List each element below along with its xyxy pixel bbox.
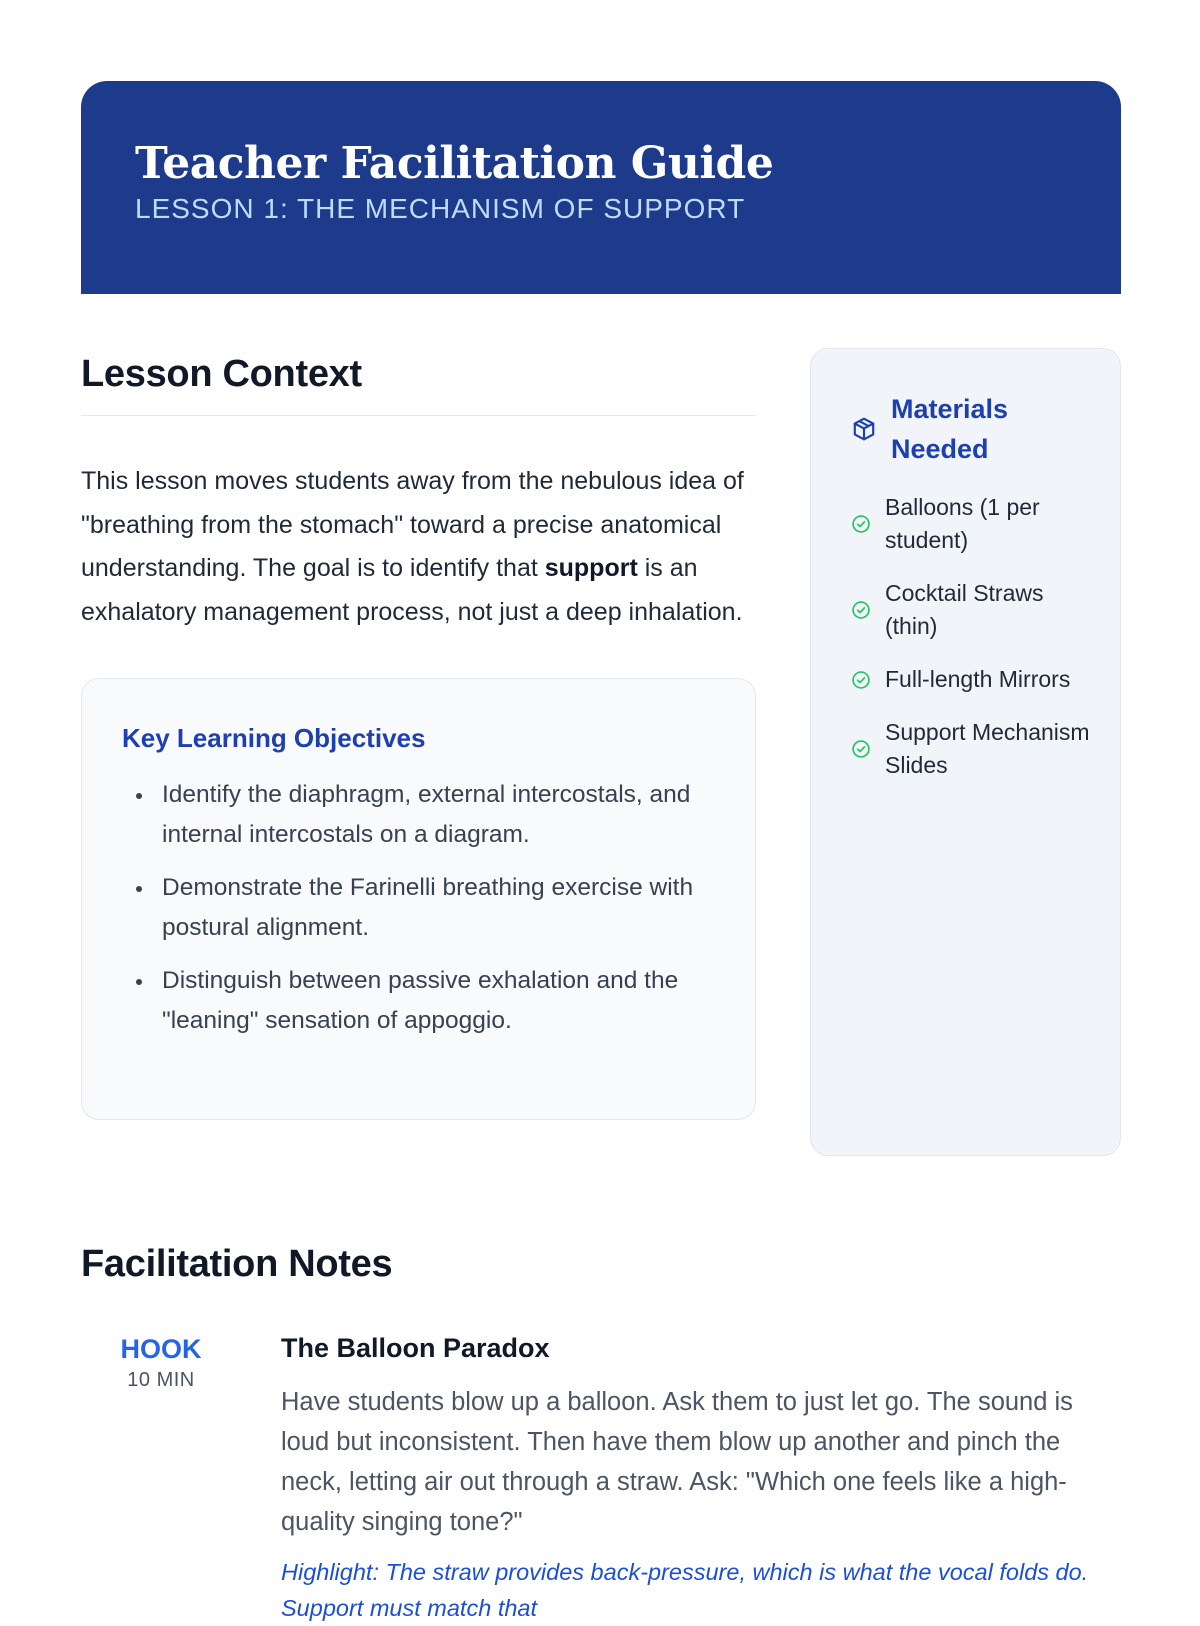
material-label: Support Mechanism Slides: [885, 719, 1090, 778]
material-label: Cocktail Straws (thin): [885, 580, 1044, 639]
note-item: [81, 1330, 1121, 1626]
note-duration: 10 MIN: [127, 1369, 195, 1391]
objective-item: Distinguish between passive exhalation and the "leaning" sensation of appoggio.: [122, 961, 715, 1041]
check-circle-icon: [851, 670, 871, 690]
objectives-list: [122, 775, 715, 1041]
materials-header: [851, 389, 1100, 469]
objectives-card: [81, 678, 756, 1120]
page-header: [81, 81, 1121, 294]
materials-card: [810, 348, 1121, 1156]
section-divider: [81, 415, 756, 416]
lesson-context-heading: Lesson Context: [81, 353, 362, 395]
facilitation-notes-section: [81, 1240, 1121, 1626]
material-item: [851, 716, 1100, 782]
material-label: Full-length Mirrors: [885, 666, 1071, 692]
objective-item: Identify the diaphragm, external intercostals, and internal intercostals on a diagram.: [122, 775, 715, 855]
note-title: The Balloon Paradox: [281, 1333, 550, 1363]
facilitation-notes-heading: Facilitation Notes: [81, 1243, 393, 1285]
context-text-start: This lesson moves students away from the nebulous idea of "breathing from the stomach" toward a precise anatomical understanding. The goal is to identify that: [81, 467, 744, 582]
page-title: Teacher Facilitation Guide: [135, 138, 774, 189]
material-item: [851, 663, 1100, 696]
note-phase-tag: [81, 1330, 281, 1626]
context-text-bold: support: [544, 554, 638, 582]
box-icon: [851, 416, 877, 442]
material-item: [851, 577, 1100, 643]
materials-title: Materials Needed: [891, 394, 1009, 464]
note-highlight: Highlight: The straw provides back-pressure, which is what the vocal folds do. Support must match that: [281, 1559, 1089, 1621]
page-subtitle: LESSON 1: THE MECHANISM OF SUPPORT: [135, 193, 746, 224]
note-phase: HOOK: [120, 1334, 202, 1364]
lesson-context-section: [81, 350, 756, 1120]
note-text: Have students blow up a balloon. Ask them to just let go. The sound is loud but inconsistent. Then have them blow up another and pinch the neck, letting air out through a straw. Ask: "Which one feels like a high-quality singing tone?": [281, 1388, 1073, 1536]
note-body: [281, 1330, 1121, 1626]
objectives-title: Key Learning Objectives: [122, 723, 426, 753]
objective-item: Demonstrate the Farinelli breathing exercise with postural alignment.: [122, 868, 715, 948]
check-circle-icon: [851, 514, 871, 534]
check-circle-icon: [851, 600, 871, 620]
context-text-end: is an exhalatory management process, not just a deep inhalation.: [81, 554, 743, 626]
check-circle-icon: [851, 739, 871, 759]
lesson-context-text: [81, 460, 756, 634]
material-item: [851, 491, 1100, 557]
material-label: Balloons (1 per student): [885, 494, 1040, 553]
materials-list: [851, 491, 1100, 782]
